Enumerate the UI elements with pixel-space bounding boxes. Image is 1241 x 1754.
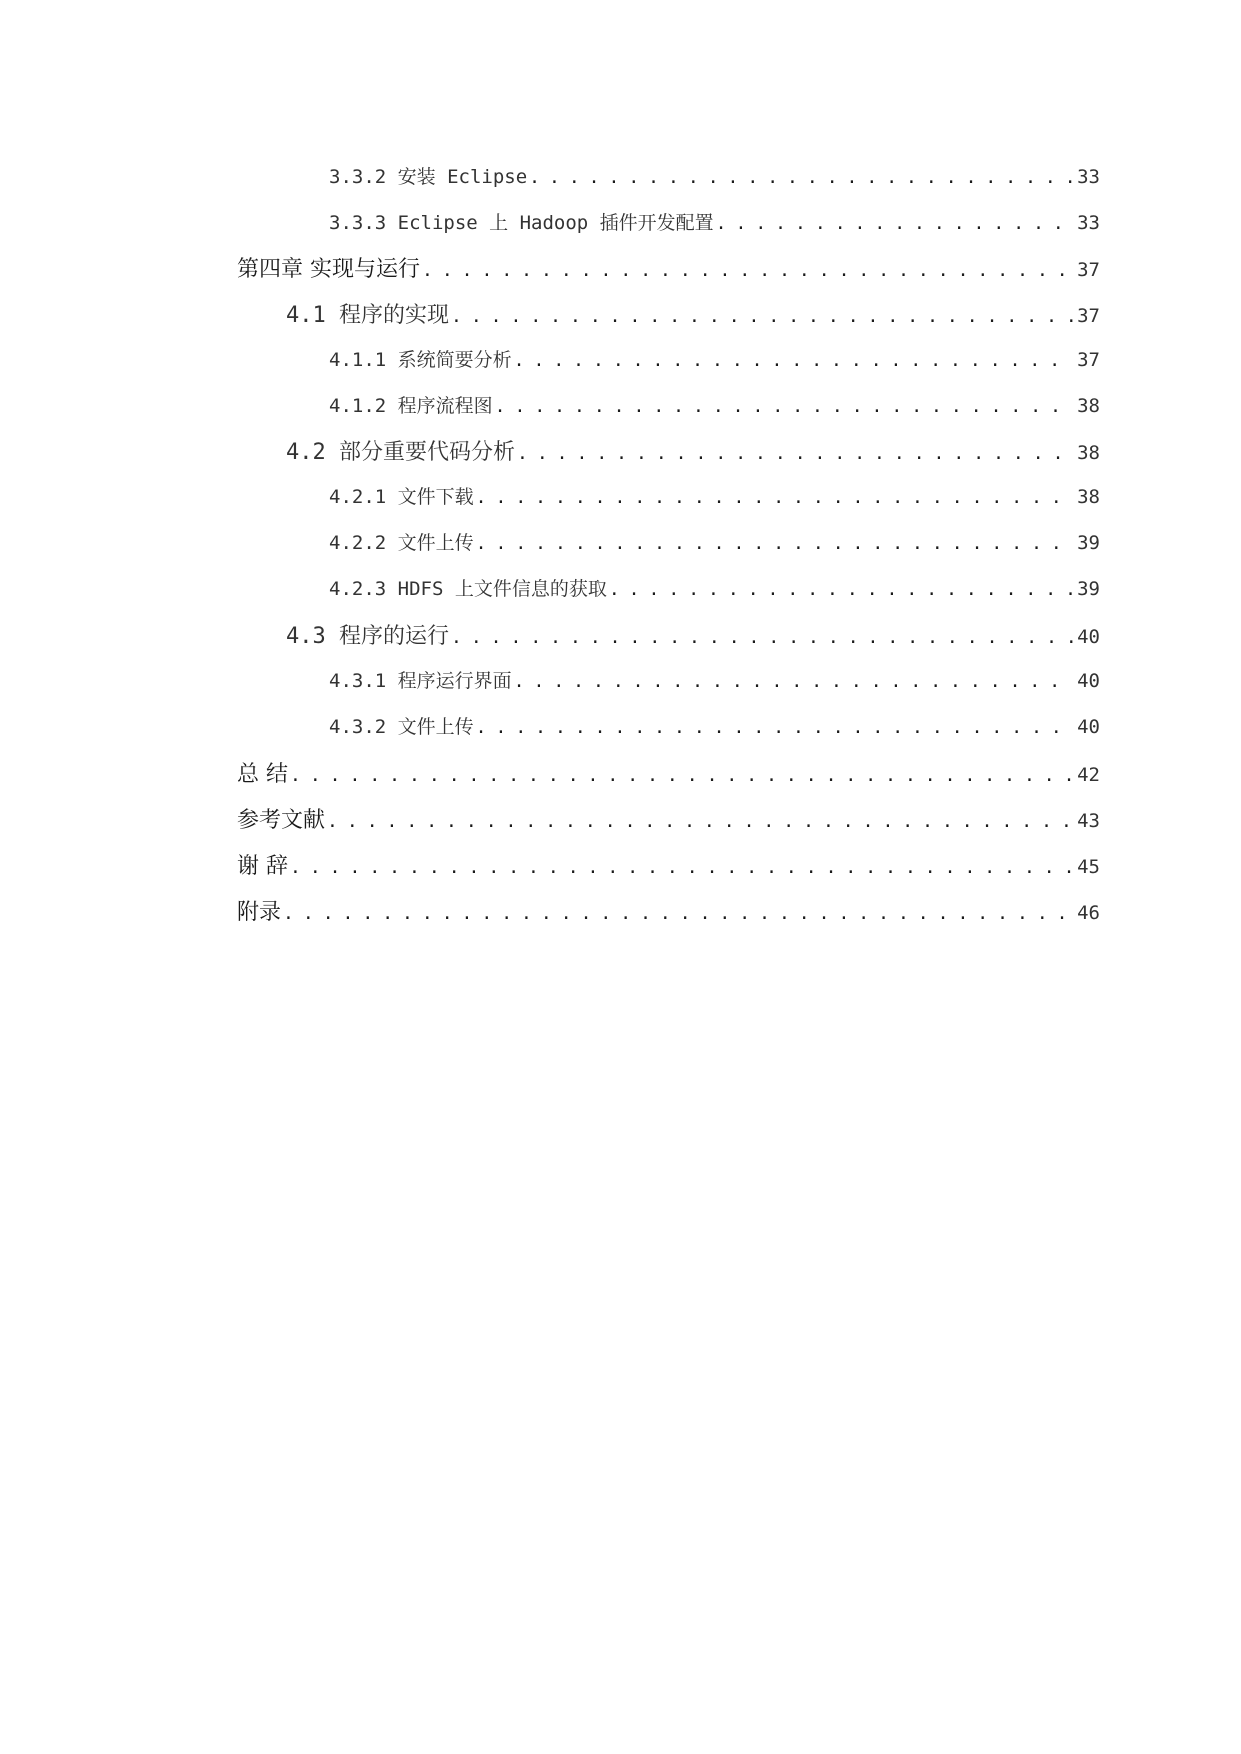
dot-leader <box>283 903 1073 924</box>
toc-entry-title: 4.2.3 HDFS 上文件信息的获取 <box>329 578 607 600</box>
toc-entry-page: 37 <box>1077 259 1100 281</box>
toc-entry-page: 45 <box>1077 856 1100 878</box>
toc-entry-4-2-2[interactable] <box>329 528 1100 555</box>
toc-entry-page: 40 <box>1077 626 1100 648</box>
toc-entry-title: 第四章 实现与运行 <box>237 257 420 282</box>
toc-entry-page: 38 <box>1077 486 1100 508</box>
toc-entry-4-3-1[interactable] <box>329 666 1100 693</box>
toc-entry-title: 4.3.1 程序运行界面 <box>329 670 512 692</box>
dot-leader <box>451 306 1073 327</box>
toc-entry-title: 参考文献 <box>237 808 326 833</box>
dot-leader <box>517 443 1073 464</box>
toc-entry-3-3-2[interactable] <box>329 162 1100 189</box>
toc-entry-4-1[interactable] <box>286 298 1100 329</box>
toc-entry-title: 4.2.1 文件下载 <box>329 486 474 508</box>
toc-entry-title: 4.3.2 文件上传 <box>329 716 474 738</box>
toc-entry-title: 4.2.2 文件上传 <box>329 532 474 554</box>
dot-leader <box>609 579 1073 600</box>
toc-entry-page: 33 <box>1077 212 1100 234</box>
dot-leader <box>529 167 1073 188</box>
toc-entry-summary[interactable] <box>237 757 1100 788</box>
toc-entry-4-1-2[interactable] <box>329 391 1100 418</box>
toc-entry-4-2[interactable] <box>286 435 1100 466</box>
toc-entry-title: 4.1.1 系统简要分析 <box>329 349 512 371</box>
toc-entry-acknowledgements[interactable] <box>237 849 1100 880</box>
toc-entry-page: 38 <box>1077 395 1100 417</box>
toc-entry-3-3-3[interactable] <box>329 208 1100 235</box>
toc-entry-4-2-1[interactable] <box>329 482 1100 509</box>
toc-entry-page: 37 <box>1077 349 1100 371</box>
toc-entry-page: 40 <box>1077 670 1100 692</box>
toc-entry-title: 4.1.2 程序流程图 <box>329 395 493 417</box>
toc-entry-page: 37 <box>1077 305 1100 327</box>
toc-entry-chapter-4[interactable] <box>237 252 1100 283</box>
dot-leader <box>290 765 1073 786</box>
dot-leader <box>514 671 1073 692</box>
toc-entry-page: 46 <box>1077 902 1100 924</box>
dot-leader <box>514 350 1073 371</box>
toc-entry-title: 4.1 程序的实现 <box>286 303 449 328</box>
dot-leader <box>327 811 1073 832</box>
toc-entry-title: 4.2 部分重要代码分析 <box>286 440 515 465</box>
toc-entry-title: 谢 辞 <box>237 854 288 879</box>
toc-entry-page: 40 <box>1077 716 1100 738</box>
toc-entry-page: 39 <box>1077 578 1100 600</box>
dot-leader <box>290 857 1073 878</box>
dot-leader <box>476 533 1073 554</box>
toc-entry-title: 3.3.3 Eclipse 上 Hadoop 插件开发配置 <box>329 212 714 234</box>
toc-entry-references[interactable] <box>237 803 1100 834</box>
toc-entry-page: 38 <box>1077 442 1100 464</box>
toc-entry-page: 33 <box>1077 166 1100 188</box>
toc-entry-page: 42 <box>1077 764 1100 786</box>
dot-leader <box>422 260 1073 281</box>
toc-entry-page: 39 <box>1077 532 1100 554</box>
toc-entry-4-3[interactable] <box>286 619 1100 650</box>
toc-entry-4-2-3[interactable] <box>329 574 1100 601</box>
toc-entry-appendix[interactable] <box>237 895 1100 926</box>
dot-leader <box>476 717 1073 738</box>
toc-entry-title: 4.3 程序的运行 <box>286 624 449 649</box>
toc-entry-4-1-1[interactable] <box>329 345 1100 372</box>
toc-entry-4-3-2[interactable] <box>329 712 1100 739</box>
toc-entry-page: 43 <box>1077 810 1100 832</box>
toc-entry-title: 总 结 <box>237 762 288 787</box>
dot-leader <box>716 213 1073 234</box>
toc-entry-title: 附录 <box>237 900 282 925</box>
dot-leader <box>451 627 1073 648</box>
dot-leader <box>476 487 1073 508</box>
toc-entry-title: 3.3.2 安装 Eclipse <box>329 166 528 188</box>
dot-leader <box>495 396 1073 417</box>
